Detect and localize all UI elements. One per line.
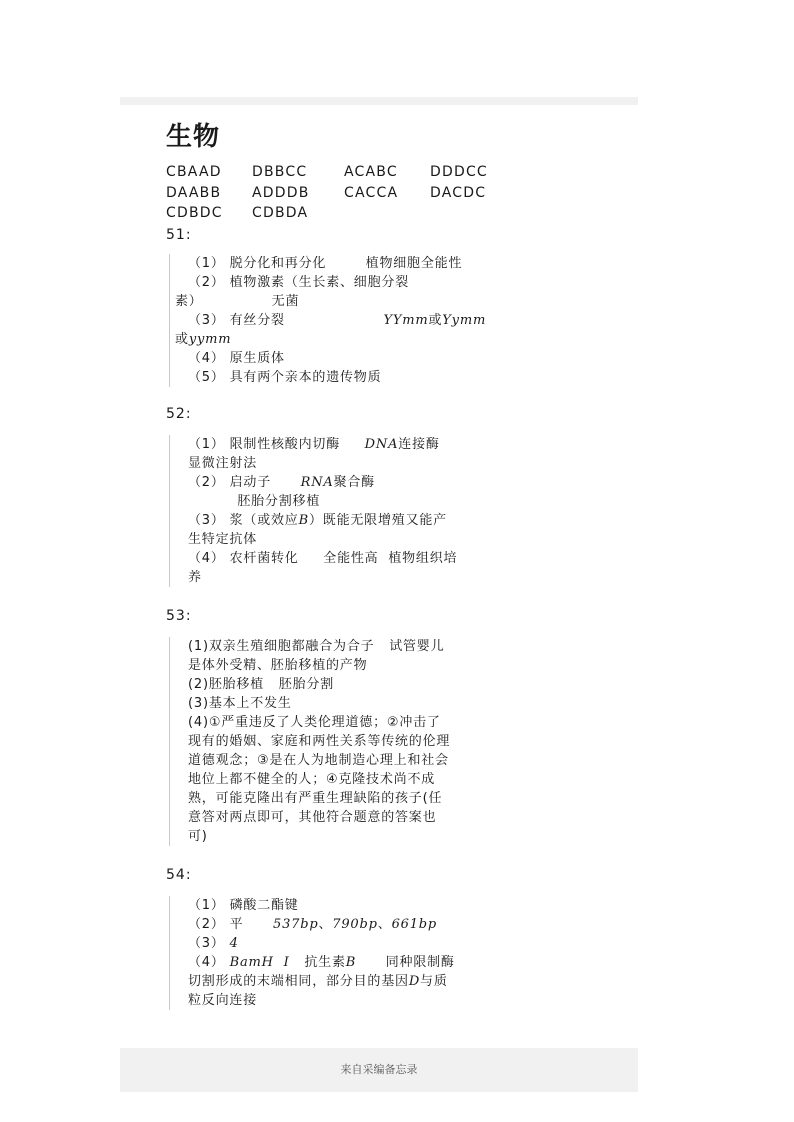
answer-line: (1)双亲生殖细胞都融合为合子 试管婴儿 (188, 638, 445, 654)
answer-line: 熟，可能克隆出有严重生理缺陷的孩子(任 (188, 790, 443, 806)
answer-line: （3） 有丝分裂 YYmm或Yymm (188, 312, 487, 328)
answer-line: （1） 限制性核酸内切酶 DNA连接酶 (188, 436, 440, 452)
answer-line: (2)胚胎移植 胚胎分割 (188, 676, 335, 692)
mc-group: DBBCC (252, 164, 308, 180)
multiple-choice-answers (166, 162, 586, 224)
question-53-label: 53: (166, 607, 192, 624)
answer-line: （3） 浆（或效应B）既能无限增殖又能产 (188, 512, 447, 528)
mc-row (166, 183, 586, 204)
page-title: 生物 (166, 122, 221, 152)
answer-line: 养 (188, 569, 202, 585)
question-53-answer (169, 637, 586, 846)
answer-line: (4)①严重违反了人类伦理道德；②冲击了 (188, 714, 441, 730)
answer-line: 现有的婚姻、家庭和两性关系等传统的伦理 (188, 733, 451, 749)
question-51-label: 51: (166, 226, 192, 243)
answer-line: （2） 植物激素（生长素、细胞分裂 (188, 274, 410, 290)
answer-line: 粒反向连接 (188, 992, 258, 1008)
mc-group: CDBDC (166, 205, 223, 221)
answer-line: 地位上都不健全的人；④克隆技术尚不成 (188, 771, 436, 787)
answer-line: （4） 原生质体 (188, 350, 285, 366)
answer-line: （2） 平 537bp、790bp、661bp (188, 916, 438, 932)
answer-line: 意答对两点即可，其他符合题意的答案也 (188, 809, 437, 825)
answer-line: 显微注射法 (188, 455, 258, 471)
footer-banner: 来自采编备忘录 (120, 1048, 638, 1092)
mc-group: CACCA (344, 184, 399, 201)
mc-group: DDDCC (430, 164, 488, 180)
mc-group: CBAAD (166, 164, 222, 180)
answer-line: （3） 4 (188, 935, 239, 951)
mc-group: ADDDB (252, 184, 310, 201)
answer-line: 或yymm (175, 331, 232, 347)
question-52-label: 52: (166, 405, 192, 422)
mc-row (166, 162, 586, 183)
top-bar (120, 97, 638, 105)
mc-row (166, 203, 586, 224)
answer-line: (3)基本上不发生 (188, 695, 292, 711)
mc-group: ACABC (344, 164, 398, 180)
answer-line: （4） 农杆菌转化 全能性高 植物组织培 (188, 550, 458, 566)
answer-line: 是体外受精、胚胎移植的产物 (188, 657, 368, 673)
answer-line: （1） 磷酸二酯键 (188, 897, 299, 913)
answer-line: （5） 具有两个亲本的遗传物质 (188, 369, 382, 385)
mc-group: CDBDA (252, 205, 309, 221)
answer-line: 生特定抗体 (188, 531, 258, 547)
answer-line: 切割形成的末端相同，部分目的基因D与质 (188, 973, 448, 989)
question-51-answer (169, 254, 586, 387)
question-54-answer (169, 896, 586, 1010)
mc-group: DAABB (166, 184, 222, 201)
answer-line: （2） 启动子 RNA聚合酶 (188, 474, 375, 490)
answer-line: 道德观念；③是在人为地制造心理上和社会 (188, 752, 449, 768)
question-54-label: 54: (166, 866, 192, 883)
answer-line: 胚胎分割移植 (188, 493, 321, 509)
answer-sheet (166, 120, 586, 1010)
answer-line: （4） BamH I 抗生素B 同种限制酶 (188, 954, 455, 970)
answer-line: （1） 脱分化和再分化 植物细胞全能性 (188, 255, 463, 271)
mc-group: DACDC (430, 184, 487, 201)
question-52-answer (169, 435, 586, 587)
answer-line: 素） 无菌 (175, 293, 300, 309)
answer-line: 可) (188, 828, 208, 844)
